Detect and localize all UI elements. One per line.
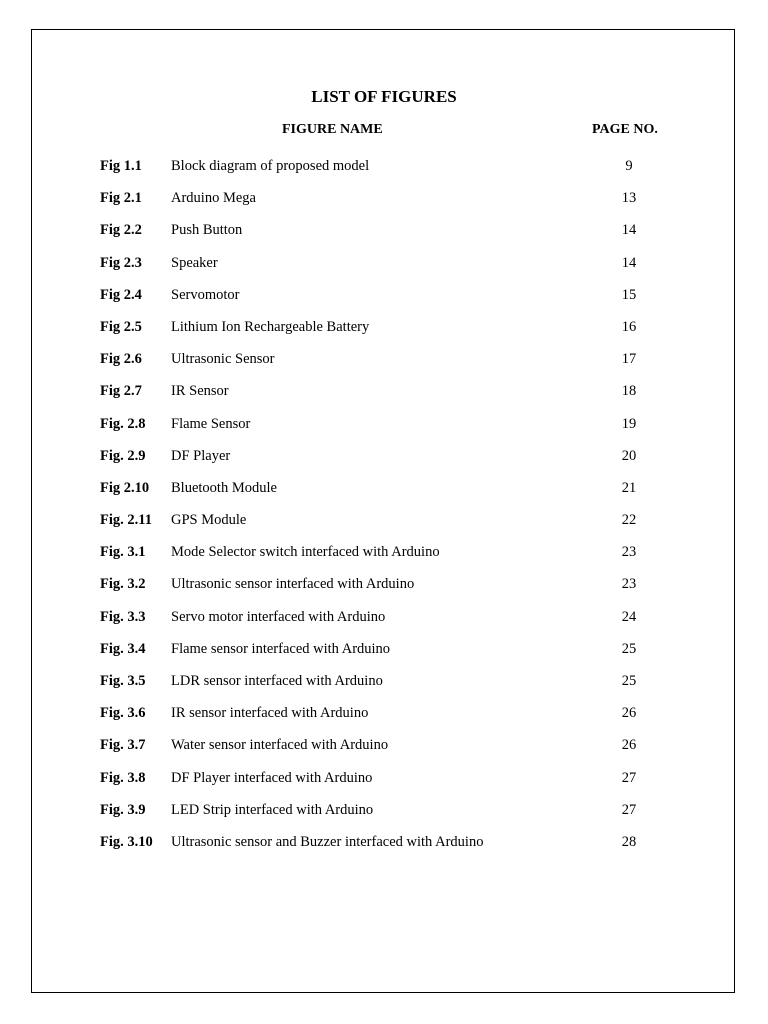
figure-name-header: FIGURE NAME: [282, 122, 383, 137]
figure-page-number: 25: [621, 673, 637, 689]
figure-name: GPS Module: [171, 512, 247, 529]
figure-label: Fig. 3.2: [100, 576, 146, 593]
figure-page-number: 21: [621, 479, 637, 496]
figure-row: [0, 766, 768, 798]
figure-row: [0, 572, 768, 604]
figure-name: DF Player: [171, 447, 231, 464]
figure-row: [0, 315, 768, 347]
figure-name: Ultrasonic Sensor: [171, 351, 275, 368]
figure-row: [0, 669, 768, 701]
figure-label: Fig. 3.8: [100, 769, 146, 786]
figure-page-number: 16: [621, 318, 637, 335]
figure-page-number: 25: [621, 640, 637, 657]
figure-row: [0, 637, 768, 669]
figure-row: [0, 798, 768, 830]
figure-row: [0, 251, 768, 283]
figure-name: Water sensor interfaced with Arduino: [171, 737, 389, 754]
figure-page-number: 24: [621, 608, 637, 625]
figure-row: [0, 412, 768, 444]
figure-page-number: 27: [621, 769, 637, 786]
figure-label: Fig. 2.11: [100, 512, 152, 529]
figure-label: Fig. 3.1: [100, 544, 146, 561]
page-title: LIST OF FIGURES: [311, 87, 457, 106]
figure-row: [0, 733, 768, 765]
figure-row: [0, 701, 768, 733]
figure-page-number: 26: [621, 737, 637, 754]
figure-list: [0, 154, 768, 862]
figure-page-number: 9: [625, 158, 633, 174]
figure-label: Fig. 3.5: [100, 673, 146, 689]
figure-label: Fig 2.1: [100, 190, 142, 207]
figure-page-number: 27: [621, 801, 637, 818]
figure-label: Fig. 3.3: [100, 608, 146, 625]
figure-name: Push Button: [171, 222, 243, 239]
figure-page-number: 13: [621, 190, 637, 207]
figure-label: Fig. 2.8: [100, 415, 146, 432]
figure-label: Fig 1.1: [100, 158, 142, 174]
figure-page-number: 26: [621, 705, 637, 722]
figure-row: [0, 444, 768, 476]
figure-name: Bluetooth Module: [171, 479, 277, 496]
figure-name: IR Sensor: [171, 383, 229, 400]
figure-page-number: 17: [621, 351, 637, 368]
figure-label: Fig. 3.7: [100, 737, 146, 754]
figure-row: [0, 476, 768, 508]
figure-name: LED Strip interfaced with Arduino: [171, 801, 374, 818]
figure-label: Fig 2.3: [100, 254, 142, 271]
figure-label: Fig 2.4: [100, 286, 142, 303]
figure-page-number: 14: [621, 254, 637, 271]
figure-label: Fig. 3.9: [100, 801, 146, 818]
figure-label: Fig 2.5: [100, 318, 142, 335]
figure-page-number: 18: [621, 383, 637, 400]
figure-name: Lithium Ion Rechargeable Battery: [171, 318, 370, 335]
figure-name: IR sensor interfaced with Arduino: [171, 705, 369, 722]
figure-row: [0, 283, 768, 315]
figure-row: [0, 347, 768, 379]
figure-label: Fig 2.2: [100, 222, 142, 239]
figure-label: Fig 2.6: [100, 351, 142, 368]
figure-label: Fig 2.10: [100, 479, 150, 496]
figure-label: Fig. 3.4: [100, 640, 146, 657]
figure-name: LDR sensor interfaced with Arduino: [171, 673, 383, 689]
figure-page-number: 23: [621, 544, 637, 561]
figure-name: Servomotor: [171, 286, 240, 303]
figure-row: [0, 540, 768, 572]
figure-page-number: 19: [621, 415, 637, 432]
figure-name: Flame sensor interfaced with Arduino: [171, 640, 391, 657]
figure-label: Fig 2.7: [100, 383, 142, 400]
figure-row: [0, 508, 768, 540]
figure-page-number: 14: [621, 222, 637, 239]
figure-name: Mode Selector switch interfaced with Arduino: [171, 544, 440, 561]
figure-page-number: 15: [621, 286, 637, 303]
figure-name: Ultrasonic sensor and Buzzer interfaced with Arduino: [171, 833, 484, 850]
figure-name: Ultrasonic sensor interfaced with Arduino: [171, 576, 415, 593]
figure-page-number: 20: [621, 447, 637, 464]
figure-name: Servo motor interfaced with Arduino: [171, 608, 386, 625]
figure-label: Fig. 3.6: [100, 705, 146, 722]
figure-label: Fig. 3.10: [100, 833, 153, 850]
page-no-header: PAGE NO.: [592, 122, 658, 137]
figure-name: Block diagram of proposed model: [171, 158, 370, 174]
figure-name: Arduino Mega: [171, 190, 256, 207]
figure-label: Fig. 2.9: [100, 447, 146, 464]
figure-row: [0, 605, 768, 637]
figure-page-number: 28: [621, 833, 637, 850]
figure-page-number: 23: [621, 576, 637, 593]
figure-page-number: 22: [621, 512, 637, 529]
figure-name: Speaker: [171, 254, 218, 271]
figure-name: Flame Sensor: [171, 415, 251, 432]
figure-row: [0, 154, 768, 186]
figure-name: DF Player interfaced with Arduino: [171, 769, 373, 786]
figure-row: [0, 379, 768, 411]
figure-row: [0, 186, 768, 218]
figure-row: [0, 218, 768, 250]
figure-row: [0, 830, 768, 862]
